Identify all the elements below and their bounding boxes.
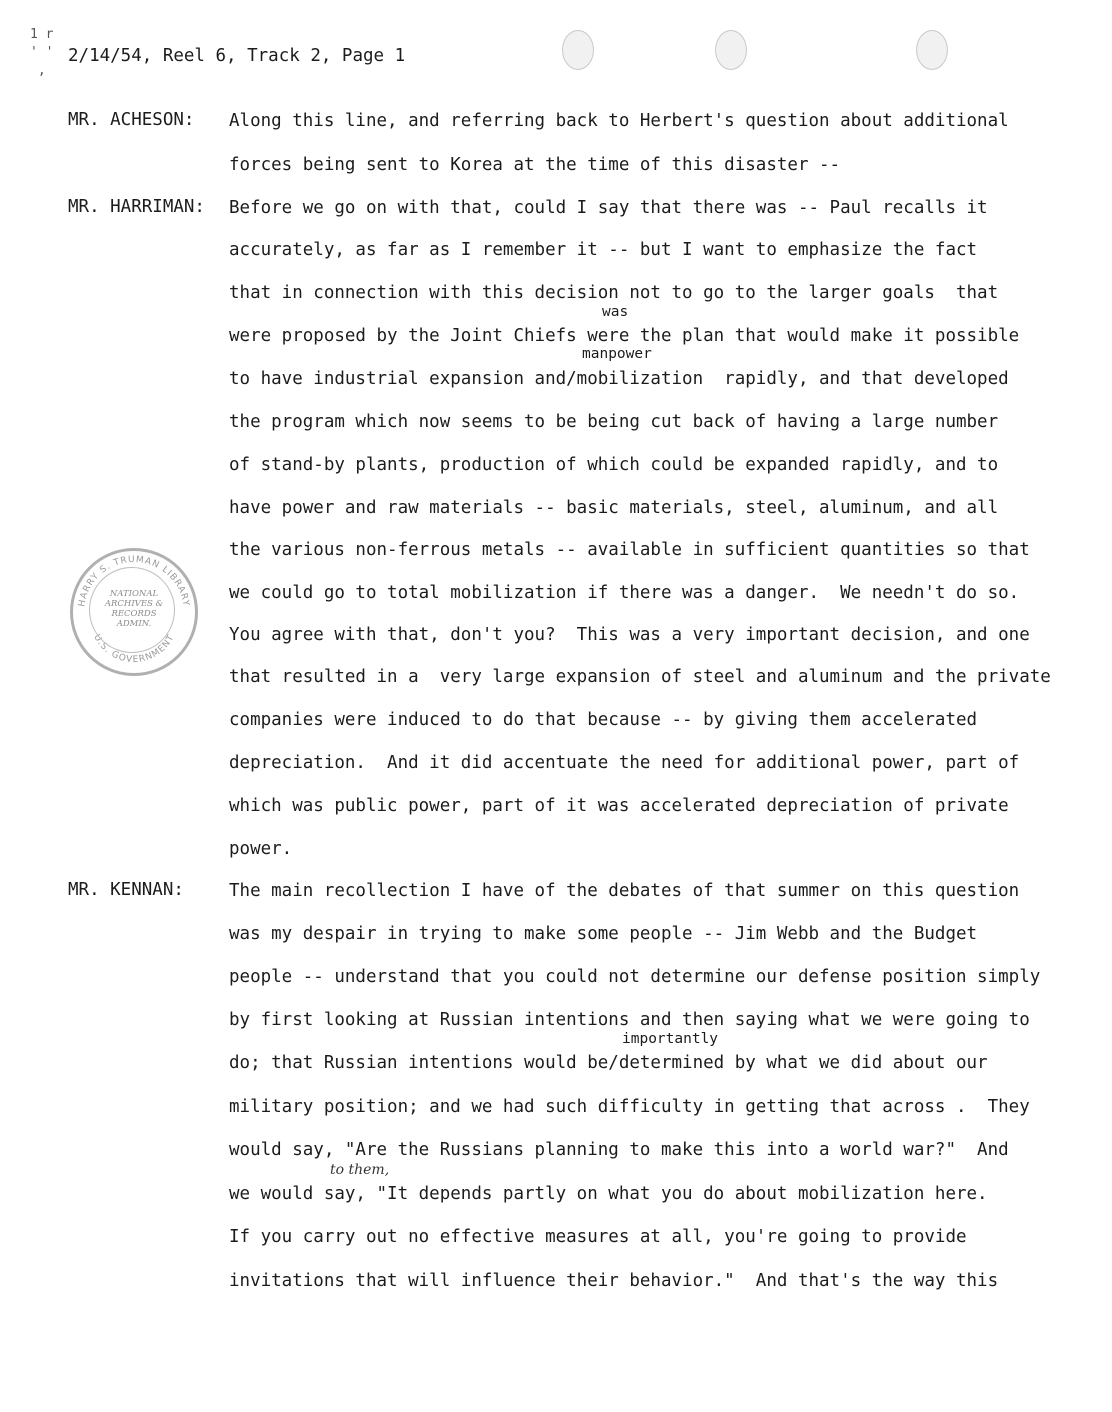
text-line: power.: [229, 839, 293, 859]
text-line: that in connection with this decision not to go to the larger goals that: [229, 283, 999, 303]
text-line: invitations that will influence their behavior." And that's the way this: [229, 1271, 999, 1291]
text-line: accurately, as far as I remember it -- but I want to emphasize the fact: [229, 240, 978, 260]
speaker-harriman: MR. HARRIMAN:: [68, 197, 205, 217]
text-line: of stand-by plants, production of which could be expanded rapidly, and to: [229, 455, 999, 475]
text-line: would say, "Are the Russians planning to make this into a world war?" And: [229, 1140, 1009, 1160]
text-line: were proposed by the Joint Chiefs were the plan that would make it possible: [229, 326, 1020, 346]
text-line: have power and raw materials -- basic materials, steel, aluminum, and all: [229, 498, 999, 518]
text-line: depreciation. And it did accentuate the need for additional power, part of: [229, 753, 1020, 773]
text-line: to have industrial expansion and/mobilization rapidly, and that developed: [229, 369, 1009, 389]
text-line: which was public power, part of it was accelerated depreciation of private: [229, 796, 1009, 816]
text-line: the program which now seems to be being cut back of having a large number: [229, 412, 999, 432]
text-line: people -- understand that you could not determine our defense position simply: [229, 967, 1041, 987]
interlinear-insertion: manpower: [582, 346, 652, 362]
punch-hole: [916, 30, 948, 70]
page-header: 2/14/54, Reel 6, Track 2, Page 1: [68, 46, 406, 66]
text-line: Along this line, and referring back to Herbert's question about additional: [229, 111, 1009, 131]
text-line: Before we go on with that, could I say that there was -- Paul recalls it: [229, 198, 988, 218]
text-line: that resulted in a very large expansion of steel and aluminum and the private: [229, 667, 1051, 687]
text-line: The main recollection I have of the debates of that summer on this question: [229, 881, 1020, 901]
text-line: the various non-ferrous metals -- available in sufficient quantities so that: [229, 540, 1030, 560]
text-line: If you carry out no effective measures at all, you're going to provide: [229, 1227, 967, 1247]
punch-hole: [562, 30, 594, 70]
text-line: we could go to total mobilization if there was a danger. We needn't do so.: [229, 583, 1020, 603]
text-line: do; that Russian intentions would be/determined by what we did about our: [229, 1053, 988, 1073]
handwritten-insertion: to them,: [330, 1162, 390, 1178]
text-line: was my despair in trying to make some people -- Jim Webb and the Budget: [229, 924, 978, 944]
text-line: companies were induced to do that because -- by giving them accelerated: [229, 710, 978, 730]
text-line: by first looking at Russian intentions and then saying what we were going to: [229, 1010, 1030, 1030]
speaker-kennan: MR. KENNAN:: [68, 880, 184, 900]
text-line: we would say, "It depends partly on what you do about mobilization here.: [229, 1184, 988, 1204]
stamp-bottom-text: U.S. GOVERNMENT: [91, 632, 177, 666]
library-stamp: [70, 548, 198, 676]
text-line: military position; and we had such difficulty in getting that across . They: [229, 1097, 1030, 1117]
interlinear-insertion: was: [602, 304, 629, 320]
punch-hole: [715, 30, 747, 70]
stamp-ring-text: HARRY S. TRUMAN LIBRARY: [77, 554, 191, 608]
interlinear-insertion: importantly: [622, 1031, 719, 1047]
stamp-center-text: NATIONAL ARCHIVES & RECORDS ADMIN.: [104, 589, 164, 629]
text-line: You agree with that, don't you? This was a very important decision, and one: [229, 625, 1030, 645]
speaker-acheson: MR. ACHESON:: [68, 110, 195, 130]
margin-marks: 1 r ' ' ,: [30, 27, 54, 78]
text-line: forces being sent to Korea at the time of this disaster --: [229, 155, 841, 175]
